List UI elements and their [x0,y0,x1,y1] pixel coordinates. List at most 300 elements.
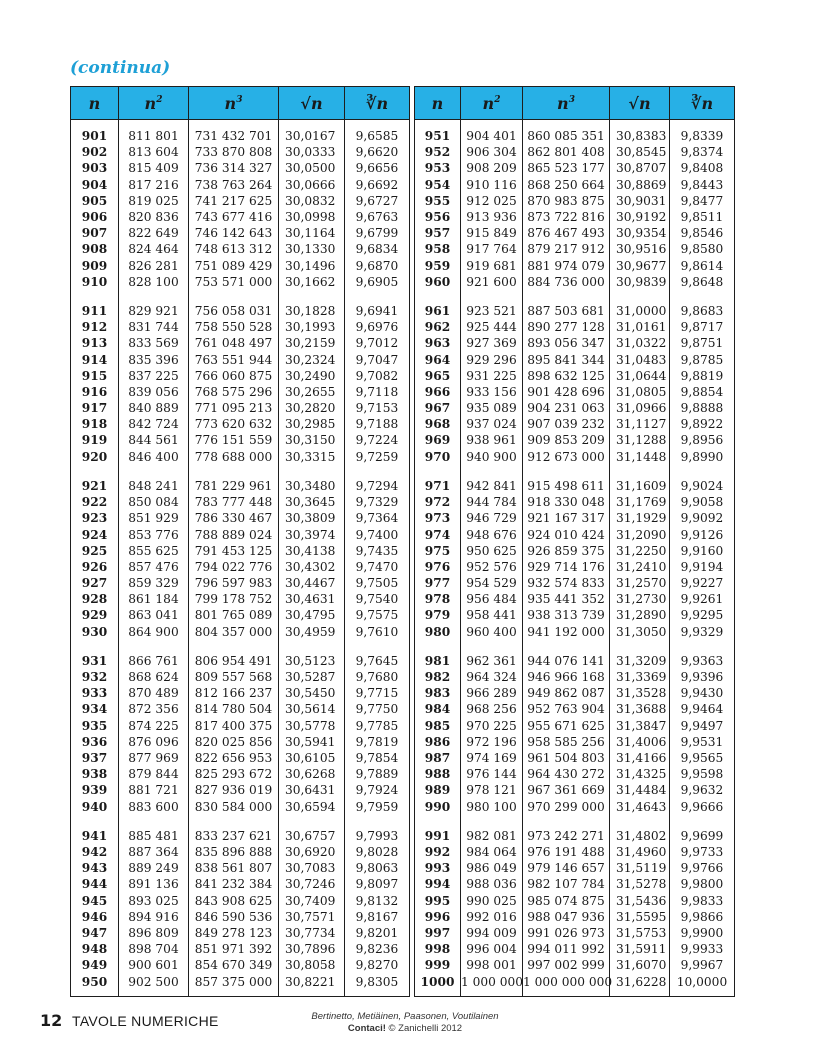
table-cell: 950 625 [466,543,517,558]
table-cell: 748 613 312 [194,242,273,257]
table-cell: 835 896 888 [194,845,273,860]
table-cell: 864 900 [128,624,179,639]
table-cell: 9,9261 [680,592,724,607]
table-cell: 850 084 [128,495,179,510]
table-cell: 9,6941 [355,303,399,318]
table-cell: 9,9766 [680,861,724,876]
table-cell: 893 056 347 [527,336,605,351]
table-cell: 9,9632 [680,783,724,798]
table-cell: 969 [424,433,451,448]
table-cell: 840 889 [128,401,179,416]
table-cell: 30,5450 [285,686,336,701]
table-cell: 9,9800 [680,877,724,892]
header-square-root: √n [279,87,345,119]
column-square-root [610,120,670,996]
table-cell: 30,6105 [285,751,336,766]
table-cell: 9,7082 [355,368,399,383]
table-cell: 30,3974 [285,527,336,542]
table-cell: 999 [424,958,451,973]
table-cell: 9,7924 [355,783,399,798]
table-cell: 883 600 [128,799,179,814]
table-cell: 972 196 [466,734,517,749]
table-cell: 30,7409 [285,893,336,908]
table-cell: 9,7750 [355,702,399,717]
table-cell: 9,9497 [680,718,724,733]
table-cell: 915 [81,368,108,383]
table-cell: 955 671 625 [527,718,605,733]
table-cell: 967 361 669 [527,783,605,798]
table-cell: 30,2490 [285,368,336,383]
table-cell: 910 [81,274,108,289]
table-cell: 923 521 [466,303,517,318]
table-cell: 922 [81,495,108,510]
table-cell: 877 969 [128,751,179,766]
table-cell: 909 [81,258,108,273]
table-cell: 819 025 [128,193,179,208]
table-cell: 947 [81,926,108,940]
table-cell: 843 908 625 [194,893,273,908]
table-cell: 985 [424,718,451,733]
table-cell: 9,7294 [355,478,399,493]
table-cell: 9,7364 [355,511,399,526]
table-cell: 935 089 [466,401,517,416]
column-n-squared [119,120,189,996]
table-cell: 783 777 448 [194,495,273,510]
table-cell: 844 561 [128,433,179,448]
table-cell: 30,0333 [285,145,336,160]
table-cell: 820 025 856 [194,734,273,749]
table-cell: 9,7959 [355,799,399,814]
table-cell: 9,9363 [680,653,724,668]
table-cell: 9,6585 [355,129,399,143]
table-cell: 31,4802 [616,828,667,843]
table-cell: 938 313 739 [527,608,605,623]
table-cell: 921 [81,478,108,493]
table-cell: 30,2985 [285,417,336,432]
table-cell: 908 209 [466,161,517,176]
table-cell: 956 [424,209,451,224]
table-cell: 751 089 429 [194,258,273,273]
table-cell: 839 056 [128,384,179,399]
table-cell: 9,7993 [355,828,399,843]
table-cell: 9,7854 [355,751,399,766]
table-cell: 791 453 125 [194,543,273,558]
table-cell: 972 [424,495,451,510]
table-cell: 942 [81,845,108,860]
table-cell: 9,7785 [355,718,399,733]
table-cell: 986 [424,734,451,749]
table-cell: 31,6228 [616,974,667,989]
table-cell: 901 428 696 [527,384,605,399]
table-cell: 31,5911 [616,942,667,957]
table-cell: 926 [81,559,108,574]
table-cell: 985 074 875 [527,893,605,908]
table-cell: 904 [81,177,108,192]
table-cell: 944 784 [466,495,517,510]
table-cell: 838 561 807 [194,861,273,876]
table-cell: 905 [81,193,108,208]
table-cell: 915 498 611 [527,478,605,493]
table-cell: 959 [424,258,451,273]
table-cell: 788 889 024 [194,527,273,542]
table-cell: 933 [81,686,108,701]
table-cell: 924 010 424 [527,527,605,542]
table-cell: 9,8443 [680,177,724,192]
table-cell: 30,1330 [285,242,336,257]
table-cell: 962 361 [466,653,517,668]
table-cell: 30,8221 [285,974,336,989]
table-cell: 9,6799 [355,226,399,241]
table-cell: 30,9677 [616,258,667,273]
table-cell: 941 [81,828,108,843]
table-cell: 31,5436 [616,893,667,908]
table-cell: 898 704 [128,942,179,957]
table-cell: 873 722 816 [527,209,605,224]
publisher-copyright: © Zanichelli 2012 [388,1023,463,1034]
table-cell: 817 400 375 [194,718,273,733]
table-cell: 763 551 944 [194,352,273,367]
table-cell: 30,1828 [285,303,336,318]
table-cell: 909 853 209 [527,433,605,448]
table-cell: 920 [81,449,108,464]
table-cell: 31,3847 [616,718,667,733]
table-cell: 9,9396 [680,670,724,685]
table-cell: 963 [424,336,451,351]
table-cell: 904 231 063 [527,401,605,416]
table-cell: 912 673 000 [527,449,605,464]
table-cell: 902 500 [128,974,179,989]
table-cell: 822 649 [128,226,179,241]
table-cell: 991 [424,828,451,843]
table-cell: 9,7610 [355,624,399,639]
table-cell: 943 [81,861,108,876]
table-cell: 982 107 784 [527,877,605,892]
header-n-squared: n $^2$ [461,87,523,119]
table-cell: 9,6727 [355,193,399,208]
table-cell: 756 058 031 [194,303,273,318]
table-cell: 949 [81,958,108,973]
table-cell: 988 036 [466,877,517,892]
table-cell: 940 [81,799,108,814]
table-cell: 30,1164 [285,226,336,241]
table-cell: 855 625 [128,543,179,558]
table-cell: 9,8339 [680,129,724,143]
table-cell: 9,8097 [355,877,399,892]
table-cell: 893 025 [128,893,179,908]
table-cell: 743 677 416 [194,209,273,224]
table-cell: 30,6920 [285,845,336,860]
table-cell: 851 929 [128,511,179,526]
table-cell: 842 724 [128,417,179,432]
table-cell: 9,8477 [680,193,724,208]
table-cell: 804 357 000 [194,624,273,639]
table-cell: 849 278 123 [194,926,273,940]
table-cell: 851 971 392 [194,942,273,957]
table-cell: 30,5941 [285,734,336,749]
table-cell: 918 330 048 [527,495,605,510]
table-cell: 31,2730 [616,592,667,607]
table-cell: 853 776 [128,527,179,542]
table-cell: 848 241 [128,478,179,493]
table-cell: 979 [424,608,451,623]
column-n-cubed [523,120,613,996]
table-cell: 31,4325 [616,767,667,782]
table-cell: 914 [81,352,108,367]
table-cell: 831 744 [128,320,179,335]
table-cell: 968 256 [466,702,517,717]
table-cell: 833 569 [128,336,179,351]
table-cell: 826 281 [128,258,179,273]
table-cell: 9,7188 [355,417,399,432]
table-cell: 30,2820 [285,401,336,416]
table-cell: 925 444 [466,320,517,335]
table-cell: 887 364 [128,845,179,860]
table-cell: 900 601 [128,958,179,973]
table-cell: 30,4795 [285,608,336,623]
table-cell: 31,1127 [616,417,667,432]
table-cell: 913 [81,336,108,351]
table-cell: 935 441 352 [527,592,605,607]
table-cell: 30,7896 [285,942,336,957]
table-cell: 984 [424,702,451,717]
table-cell: 761 048 497 [194,336,273,351]
table-cell: 9,6834 [355,242,399,257]
table-cell: 988 047 936 [527,909,605,924]
table-right-header [415,87,734,120]
table-cell: 9,8751 [680,336,724,351]
table-cell: 997 [424,926,451,940]
table-cell: 904 401 [466,129,517,143]
table-cell: 9,7575 [355,608,399,623]
table-cell: 933 156 [466,384,517,399]
table-cell: 860 085 351 [527,129,605,143]
table-cell: 879 844 [128,767,179,782]
table-cell: 30,7571 [285,909,336,924]
table-cell: 974 [424,527,451,542]
table-cell: 979 146 657 [527,861,605,876]
table-cell: 916 [81,384,108,399]
publisher-credit [290,1023,520,1034]
table-cell: 966 289 [466,686,517,701]
table-cell: 983 [424,686,451,701]
table-cell: 932 574 833 [527,576,605,591]
table-cell: 9,8922 [680,417,724,432]
table-cell: 30,8545 [616,145,667,160]
table-cell: 9,8132 [355,893,399,908]
table-cell: 9,9866 [680,909,724,924]
table-cell: 907 [81,226,108,241]
table-cell: 31,2890 [616,608,667,623]
table-cell: 9,6763 [355,209,399,224]
table-cell: 30,1496 [285,258,336,273]
table-cell: 9,9092 [680,511,724,526]
table-cell: 952 763 904 [527,702,605,717]
table-cell: 828 100 [128,274,179,289]
table-cell: 874 225 [128,718,179,733]
table-cell: 31,3209 [616,653,667,668]
table-cell: 30,7246 [285,877,336,892]
table-cell: 961 [424,303,451,318]
table-cell: 876 096 [128,734,179,749]
table-cell: 9,8990 [680,449,724,464]
table-cell: 876 467 493 [527,226,605,241]
table-cell: 31,5119 [616,861,667,876]
table-cell: 9,8956 [680,433,724,448]
table-cell: 30,4138 [285,543,336,558]
page-footer [40,1008,800,1038]
table-cell: 753 571 000 [194,274,273,289]
table-cell: 31,4006 [616,734,667,749]
table-cell: 801 765 089 [194,608,273,623]
table-cell: 971 [424,478,451,493]
table-cell: 870 489 [128,686,179,701]
table-cell: 884 736 000 [527,274,605,289]
table-cell: 30,5287 [285,670,336,685]
page-number: 12 [40,1011,63,1030]
table-cell: 912 [81,320,108,335]
table-cell: 857 375 000 [194,974,273,989]
table-cell: 9,8580 [680,242,724,257]
table-cell: 796 597 983 [194,576,273,591]
table-cell: 9,9227 [680,576,724,591]
table-cell: 30,0998 [285,209,336,224]
table-cell: 794 022 776 [194,559,273,574]
table-cell: 994 011 992 [527,942,605,957]
table-cell: 944 076 141 [527,653,605,668]
table-cell: 9,8167 [355,909,399,924]
table-cell: 30,3480 [285,478,336,493]
table-cell: 30,9192 [616,209,667,224]
table-cell: 31,1288 [616,433,667,448]
table-cell: 781 229 961 [194,478,273,493]
table-cell: 9,8201 [355,926,399,940]
table-cell: 30,3809 [285,511,336,526]
table-cell: 31,2090 [616,527,667,542]
table-cell: 31,6070 [616,958,667,973]
table-cell: 31,4960 [616,845,667,860]
table-cell: 833 237 621 [194,828,273,843]
table-cell: 9,9160 [680,543,724,558]
column-cube-root [345,120,409,996]
table-cell: 906 304 [466,145,517,160]
table-cell: 948 676 [466,527,517,542]
table-cell: 906 [81,209,108,224]
table-cell: 738 763 264 [194,177,273,192]
table-cell: 31,4643 [616,799,667,814]
table-cell: 31,3050 [616,624,667,639]
table-cell: 930 [81,624,108,639]
table-cell: 938 [81,767,108,782]
table-cell: 837 225 [128,368,179,383]
table-cell: 30,6757 [285,828,336,843]
table-cell: 975 [424,543,451,558]
table-cell: 9,6976 [355,320,399,335]
table-cell: 976 191 488 [527,845,605,860]
table-cell: 31,5595 [616,909,667,924]
table-cell: 31,1769 [616,495,667,510]
table-cell: 827 936 019 [194,783,273,798]
table-cell: 30,5123 [285,653,336,668]
table-cell: 31,0000 [616,303,667,318]
table-cell: 31,1929 [616,511,667,526]
table-cell: 30,4631 [285,592,336,607]
table-cell: 889 249 [128,861,179,876]
header-n: n [415,87,461,119]
table-cell: 929 714 176 [527,559,605,574]
table-cell: 862 801 408 [527,145,605,160]
table-cell: 30,4467 [285,576,336,591]
table-cell: 917 764 [466,242,517,257]
table-cell: 9,9024 [680,478,724,493]
table-cell: 30,8383 [616,129,667,143]
table-cell: 998 001 [466,958,517,973]
table-cell: 30,5778 [285,718,336,733]
table-cell: 30,0500 [285,161,336,176]
table-cell: 30,6594 [285,799,336,814]
table-cell: 946 [81,909,108,924]
table-cell: 952 576 [466,559,517,574]
column-n [71,120,119,996]
table-cell: 31,3369 [616,670,667,685]
table-cell: 941 192 000 [527,624,605,639]
table-cell: 9,9733 [680,845,724,860]
table-cell: 30,5614 [285,702,336,717]
table-cell: 9,9329 [680,624,724,639]
table-cell: 31,0805 [616,384,667,399]
table-cell: 820 836 [128,209,179,224]
table-cell: 958 441 [466,608,517,623]
table-cell: 931 [81,653,108,668]
table-cell: 951 [424,129,451,143]
table-cell: 919 [81,433,108,448]
table-cell: 9,7012 [355,336,399,351]
table-cell: 964 [424,352,451,367]
table-cell: 944 [81,877,108,892]
table-cell: 928 [81,592,108,607]
table-cell: 9,7715 [355,686,399,701]
table-cell: 9,8305 [355,974,399,989]
column-n-squared [461,120,523,996]
header-cube-root: ∛n [365,93,389,113]
table-cell: 9,8648 [680,274,724,289]
table-cell: 984 064 [466,845,517,860]
table-cell: 829 921 [128,303,179,318]
table-cell: 31,5753 [616,926,667,940]
table-cell: 9,9598 [680,767,724,782]
table-cell: 964 324 [466,670,517,685]
table-cell: 907 039 232 [527,417,605,432]
table-cell: 31,0644 [616,368,667,383]
table-cell: 9,9531 [680,734,724,749]
table-cell: 806 954 491 [194,653,273,668]
table-cell: 30,7734 [285,926,336,940]
table-cell: 964 430 272 [527,767,605,782]
table-cell: 31,3688 [616,702,667,717]
table-cell: 9,7819 [355,734,399,749]
table-cell: 939 [81,783,108,798]
table-cell: 978 121 [466,783,517,798]
table-cell: 949 862 087 [527,686,605,701]
table-cell: 841 232 384 [194,877,273,892]
table-cell: 910 116 [466,177,517,192]
table-cell: 940 900 [466,449,517,464]
table-cell: 982 081 [466,828,517,843]
table-cell: 830 584 000 [194,799,273,814]
table-cell: 989 [424,783,451,798]
table-cell: 952 [424,145,451,160]
table-cell: 997 002 999 [527,958,605,973]
table-cell: 813 604 [128,145,179,160]
